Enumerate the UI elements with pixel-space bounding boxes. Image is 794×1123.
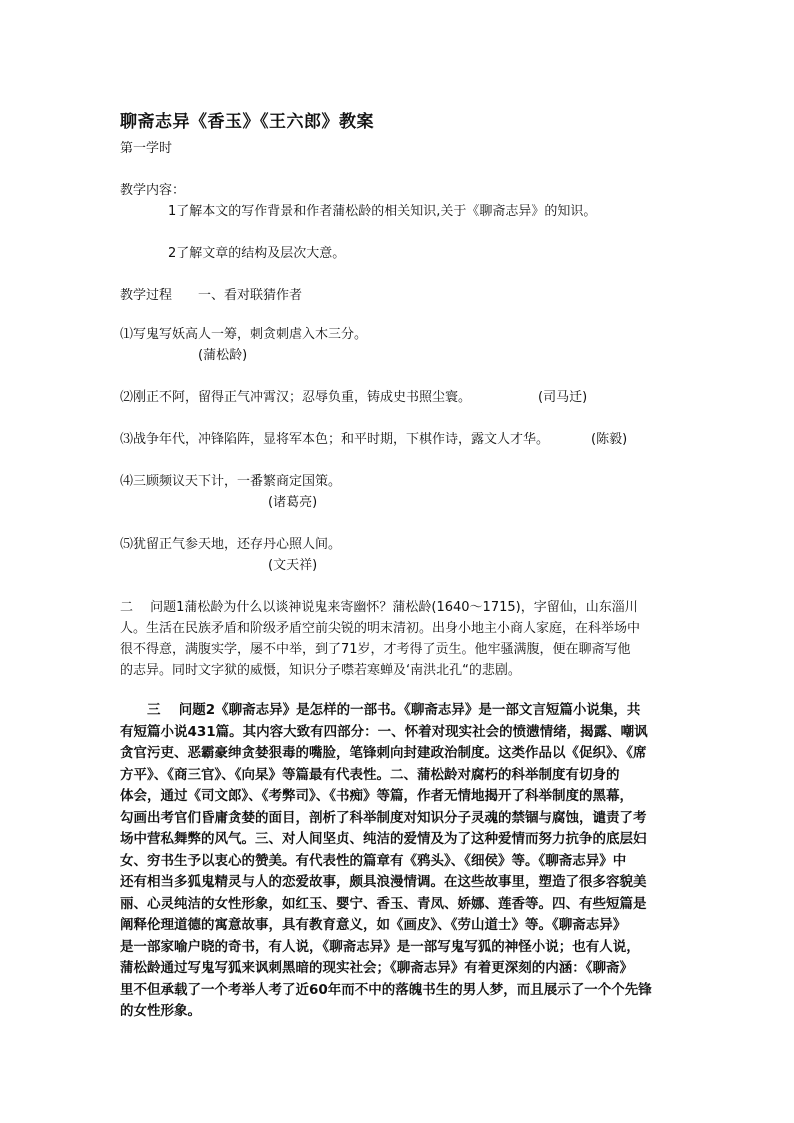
content-item-2: 2了解文章的结构及层次大意。 bbox=[168, 246, 346, 261]
paragraph-line: 贪官污吏、恶霸豪绅贪婪狠毒的嘴脸，笔锋刺向封建政治制度。这类作品以《促织》、《席 bbox=[120, 745, 647, 761]
couplet-4-text: ⑷三顾频议天下计，一番繁商定国策。 bbox=[120, 474, 342, 489]
paragraph-line: 二 问题1蒲松龄为什么以谈神说鬼来寄幽怀？蒲松龄(1640～1715)，字留仙，山东淄川 bbox=[120, 600, 638, 615]
paragraph-line: 是一部家喻户晓的奇书，有人说，《聊斋志异》是一部写鬼写狐的神怪小说；也有人说， bbox=[120, 938, 640, 955]
paragraph-line: 的志异。同时文字狱的威慑，知识分子噤若寒蝉及‘南洪北孔“的悲剧。 bbox=[120, 663, 521, 678]
question-1-paragraph bbox=[120, 597, 676, 681]
paragraph-line: 里不但承载了一个考举人考了近60年而不中的落魄书生的男人梦，而且展示了一个个先锋 bbox=[120, 981, 652, 998]
paragraph-line: 女、穷书生予以衷心的赞美。有代表性的篇章有《鸦头》、《细侯》等。《聊斋志异》中 bbox=[120, 852, 627, 869]
paragraph-line: 的女性形象。 bbox=[120, 1003, 201, 1019]
couplet-4-author: (诸葛亮) bbox=[268, 495, 318, 510]
couplet-1-author: (蒲松龄) bbox=[198, 348, 248, 363]
lesson-label: 第一学时 bbox=[120, 141, 173, 156]
couplet-3-text: ⑶战争年代，冲锋陷阵，显将军本色；和平时期，下棋作诗，露文人才华。 bbox=[120, 432, 550, 447]
paragraph-line: 丽、心灵纯洁的女性形象，如红玉、婴宁、香玉、青凤、娇娜、莲香等。四、有些短篇是 bbox=[120, 895, 647, 912]
process-label: 教学过程 bbox=[120, 288, 173, 303]
question-2-paragraph bbox=[120, 700, 676, 1023]
couplet-1-text: ⑴写鬼写妖高人一筹，刺贪刺虐入木三分。 bbox=[120, 327, 368, 342]
couplet-3-author: (陈毅) bbox=[591, 432, 628, 447]
couplet-5-author: (文天祥) bbox=[268, 558, 318, 573]
couplet-2-text: ⑵刚正不阿，留得正气冲霄汉；忍辱负重，铸成史书照尘寰。 bbox=[120, 390, 472, 405]
process-step-1: 一、看对联猜作者 bbox=[198, 288, 303, 303]
paragraph-line: 还有相当多狐鬼精灵与人的恋爱故事，颇具浪漫情调。在这些故事里，塑造了很多容貌美 bbox=[120, 874, 647, 890]
paragraph-line: 场中营私舞弊的风气。三、对人间坚贞、纯洁的爱情及为了这种爱情而努力抗争的底层妇 bbox=[120, 831, 647, 847]
paragraph-line: 人。生活在民族矛盾和阶级矛盾空前尖锐的明末清初。出身小地主小商人家庭，在科举场中 bbox=[120, 621, 641, 636]
content-item-1: 1了解本文的写作背景和作者蒲松龄的相关知识,关于《聊斋志异》的知识。 bbox=[168, 204, 597, 219]
content-heading: 教学内容： bbox=[120, 183, 186, 198]
paragraph-line: 勾画出考官们昏庸贪婪的面目，剖析了科举制度对知识分子灵魂的禁锢与腐蚀，谴责了考 bbox=[120, 809, 647, 826]
paragraph-line: 蒲松龄通过写鬼写狐来讽刺黑暗的现实社会；《聊斋志异》有着更深刻的内涵：《聊斋》 bbox=[120, 960, 633, 976]
paragraph-line: 体会，通过《司文郎》、《考弊司》、《书痴》等篇，作者无情地揭开了科举制度的黑幕， bbox=[120, 788, 633, 804]
paragraph-line: 方平》、《商三官》、《向杲》等篇最有代表性。二、蒲松龄对腐朽的科举制度有切身的 bbox=[120, 766, 620, 783]
document-title: 聊斋志异《香玉》《王六郎》教案 bbox=[120, 112, 374, 132]
couplet-2-author: (司马迁) bbox=[538, 390, 588, 405]
paragraph-line: 阐释伦理道德的寓意故事，具有教育意义，如《画皮》、《劳山道士》等。《聊斋志异》 bbox=[120, 917, 627, 933]
couplet-5-text: ⑸犹留正气参天地，还存丹心照人间。 bbox=[120, 537, 342, 552]
paragraph-line: 有短篇小说431篇。其内容大致有四部分：一、怀着对现实社会的愤懑情绪，揭露、嘲讽 bbox=[120, 723, 648, 740]
paragraph-line: 三 问题2《聊斋志异》是怎样的一部书。《聊斋志异》是一部文言短篇小说集，共 bbox=[120, 702, 641, 718]
paragraph-line: 很不得意，满腹实学，屡不中举，到了71岁，才考得了贡生。他牢骚满腹，便在聊斋写他 bbox=[120, 642, 631, 657]
